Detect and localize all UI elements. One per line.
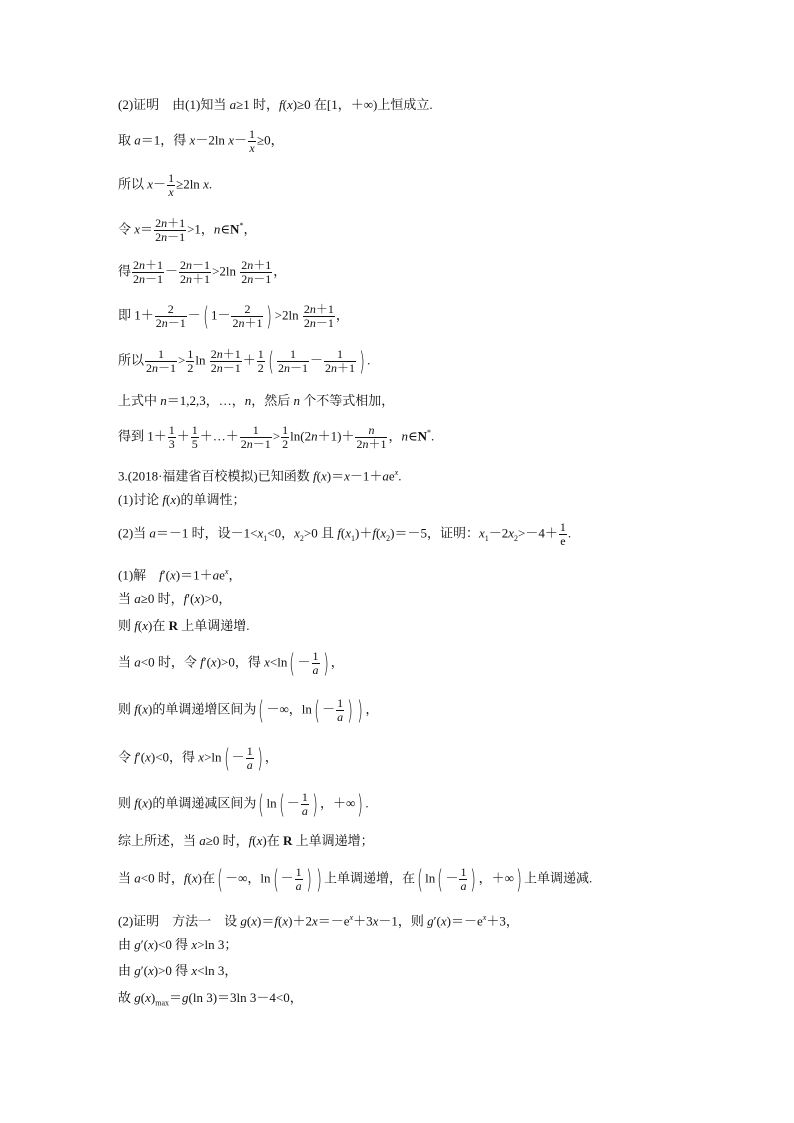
fraction: $\frac{1}{3}$ (168, 423, 175, 451)
fraction: $\frac{1}{x}$ (168, 171, 175, 199)
fraction: $\frac{1}{x}$ (248, 127, 255, 155)
fraction: $\frac{1}{2}$ (257, 347, 264, 375)
text-line: 令 f′(x)<0，得 x>ln( － $\frac{1}{a}$ ) ， (118, 743, 278, 774)
text-line: 取 a＝1，得 x－2ln x－ $\frac{1}{x}$ ≥0， (118, 127, 284, 155)
fraction: $\frac{1}{2n+1}$ (324, 347, 355, 375)
text-line: 则 f(x)在 R 上单调递增. (118, 618, 250, 633)
text-line: 上式中 n＝1,2,3，…，n，然后 n 个不等式相加， (118, 393, 395, 408)
text-line: 得到 1＋ $\frac{1}{3}$ ＋ $\frac{1}{5}$ ＋…＋ $\frac{1}{2n-1}$ > $\frac{1}{2}$ ln(2n＋1)＋ $\frac{n}{2n+1}$ ，n∈N*. (118, 423, 435, 451)
text-line: 综上所述，当 a≥0 时，f(x)在 R 上单调递增； (118, 833, 374, 848)
text-line: (2)证明 方法一 设 $g(x)=f(x)+2x=-e^x+3x-1$，则 $g'(x)=-e^x+3$， (118, 913, 519, 929)
fraction: $\frac{2}{2n-1}$ (155, 302, 186, 330)
fraction: $\frac{1}{a}$ (301, 790, 308, 818)
fraction: $\frac{2n+1}{2n-1}$ (241, 258, 272, 286)
fraction: $\frac{n}{2n+1}$ (356, 423, 387, 451)
text-line: 所以 x－ $\frac{1}{x}$ ≥2ln x. (118, 171, 213, 199)
text-line: (1)讨论 f(x)的单调性； (118, 492, 246, 507)
text-line: 当 a≥0 时，f′(x)>0， (118, 591, 232, 606)
text-line: (2)当 a＝－1 时，设$-1<x_1<0$，$x_2>0$ 且 $f(x_1)+f(x_2)=-5$，证明：$x_1-2x_2>-4+$ $\frac{1}{e}$ . (118, 520, 572, 548)
fraction: $\frac{1}{2n-1}$ (277, 347, 308, 375)
text-line: 得 $\frac{2n+1}{2n-1}$ － $\frac{2n-1}{2n+1}$ >2ln $\frac{2n+1}{2n-1}$ ， (118, 258, 287, 286)
fraction: $\frac{1}{2n-1}$ (146, 347, 177, 375)
text-line: 当 a<0 时，f(x)在( －∞，ln( － $\frac{1}{a}$ ) ) 上单调递增，在( ln( － $\frac{1}{a}$ ) ，＋∞) 上单调递减. (118, 864, 593, 895)
fraction: $\frac{1}{a}$ (312, 649, 319, 677)
fraction: $\frac{1}{5}$ (191, 423, 198, 451)
text-line: 由 g′(x)<0 得 x>ln 3； (118, 937, 238, 952)
text-line: 由 g′(x)>0 得 x<ln 3， (118, 963, 238, 978)
text-line: 即 1＋ $\frac{2}{2n-1}$ －( 1－ $\frac{2}{2n+1}$ ) >2ln $\frac{2n+1}{2n-1}$ ， (118, 301, 349, 332)
fraction: $\frac{1}{a}$ (460, 865, 467, 893)
fraction: $\frac{1}{a}$ (246, 744, 253, 772)
text-line: 3.(2018·福建省百校模拟)已知函数 $f(x)=x-1+ae^x$. (118, 468, 402, 484)
fraction: $\frac{1}{e}$ (559, 520, 566, 548)
text-line (118, 96, 433, 114)
text-line: 则 f(x)的单调递减区间为( ln( － $\frac{1}{a}$ ) ，＋∞) . (118, 789, 369, 820)
text-line: 所以 $\frac{1}{2n-1}$ > $\frac{1}{2}$ ln $\frac{2n+1}{2n-1}$ ＋ $\frac{1}{2}$ ( $\frac{1}{2n-1}$ － $\frac{1}{2n+1}$ ) . (118, 346, 371, 377)
fraction: $\frac{1}{2}$ (282, 423, 289, 451)
fraction: $\frac{2n+1}{2n-1}$ (303, 302, 334, 330)
fraction: $\frac{1}{2}$ (187, 347, 194, 375)
fraction: $\frac{1}{a}$ (295, 865, 302, 893)
text-line: 当 a<0 时，令 f′(x)>0，得 x<ln( － $\frac{1}{a}$ ) ， (118, 648, 344, 679)
fraction: $\frac{2n+1}{2n-1}$ (155, 216, 186, 244)
text-line: 令 x＝ $\frac{2n+1}{2n-1}$ >1，n∈N*， (118, 216, 257, 244)
fraction: $\frac{1}{a}$ (337, 696, 344, 724)
line-text: (2)证明 由(1)知当 a≥1 时，f(x)≥0 在[1，＋∞)上恒成立. (118, 97, 433, 112)
fraction: $\frac{2n-1}{2n+1}$ (180, 258, 211, 286)
fraction: $\frac{1}{2n-1}$ (240, 423, 271, 451)
fraction: $\frac{2n+1}{2n-1}$ (133, 258, 164, 286)
text-line: 则 f(x)的单调递增区间为( －∞，ln( － $\frac{1}{a}$ ) ) ， (118, 695, 379, 726)
text-line: 故 $g(x)_{max}=g(\ln$ 3)＝3ln 3－4<0， (118, 990, 303, 1008)
fraction: $\frac{2}{2n+1}$ (232, 302, 263, 330)
fraction: $\frac{2n+1}{2n-1}$ (210, 347, 241, 375)
text-line: (1)解 $f'(x)=1+ae^x$， (118, 567, 242, 583)
